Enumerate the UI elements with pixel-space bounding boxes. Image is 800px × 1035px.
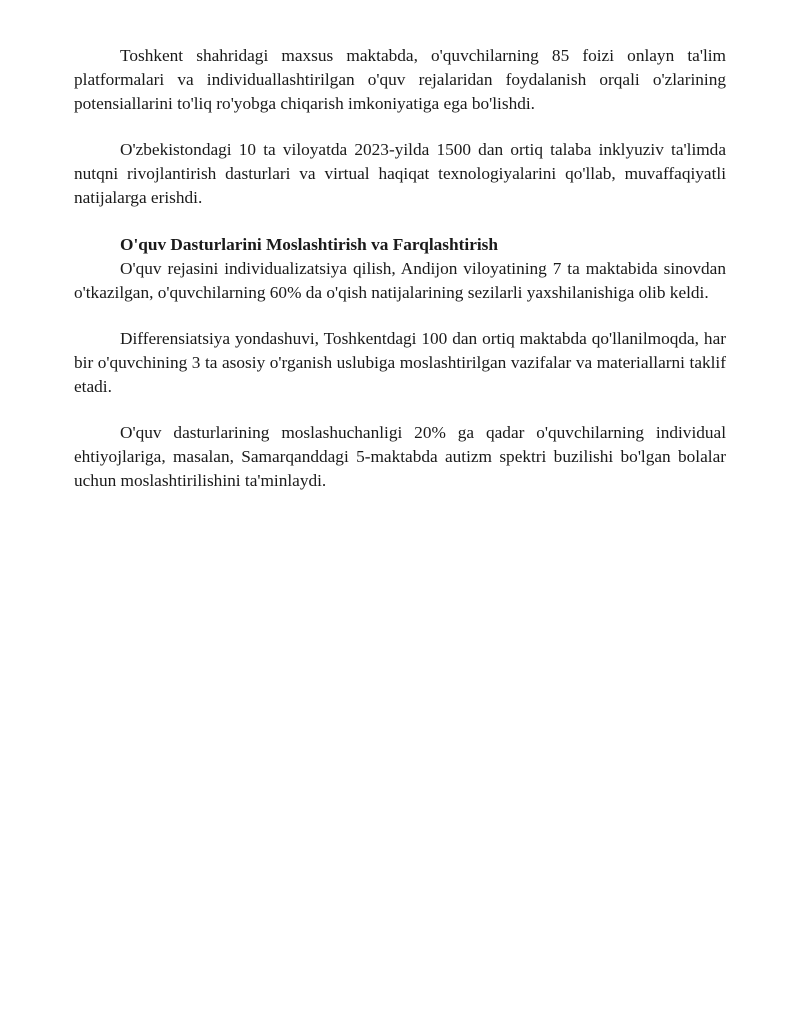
paragraph-special-school-tashkent: Toshkent shahridagi maxsus maktabda, o'quvchilarning 85 foizi onlayn ta'lim platformalari va individuallashtirilgan o'quv rejalaridan foydalanish orqali o'zlarining potensiallarini to'liq ro'yobga chiqarish imkoniyatiga ega bo'lishdi. [74, 46, 726, 113]
paragraph-curriculum-individualization: O'quv rejasini individualizatsiya qilish, Andijon viloyatining 7 ta maktabida sinovdan o'tkazilgan, o'quvchilarning 60% da o'qish natijalarining sezilarli yaxshilanishiga olib keldi. [74, 259, 726, 302]
document-page [74, 44, 726, 493]
paragraph-differentiation-approach: Differensiatsiya yondashuvi, Toshkentdagi 100 dan ortiq maktabda qo'llanilmoqda, har bir o'quvchining 3 ta asosiy o'rganish uslubiga moslashtirilgan vazifalar va materiallarni taklif etadi. [74, 329, 726, 396]
section-heading: O'quv Dasturlarini Moslashtirish va Farqlashtirish [120, 235, 499, 254]
paragraph-curriculum-flexibility: O'quv dasturlarining moslashuchanligi 20% ga qadar o'quvchilarning individual ehtiyojlariga, masalan, Samarqanddagi 5-maktabda autizm spektri buzilishi bo'lgan bolalar uchun moslashtirilishini ta'minlaydi. [74, 423, 726, 490]
paragraph-regions-inclusive-education: O'zbekistondagi 10 ta viloyatda 2023-yilda 1500 dan ortiq talaba inklyuziv ta'limda nutqni rivojlantirish dasturlari va virtual haqiqat texnologiyalarini qo'llab, muvaffaqiyatli natijalarga erishdi. [74, 140, 726, 207]
